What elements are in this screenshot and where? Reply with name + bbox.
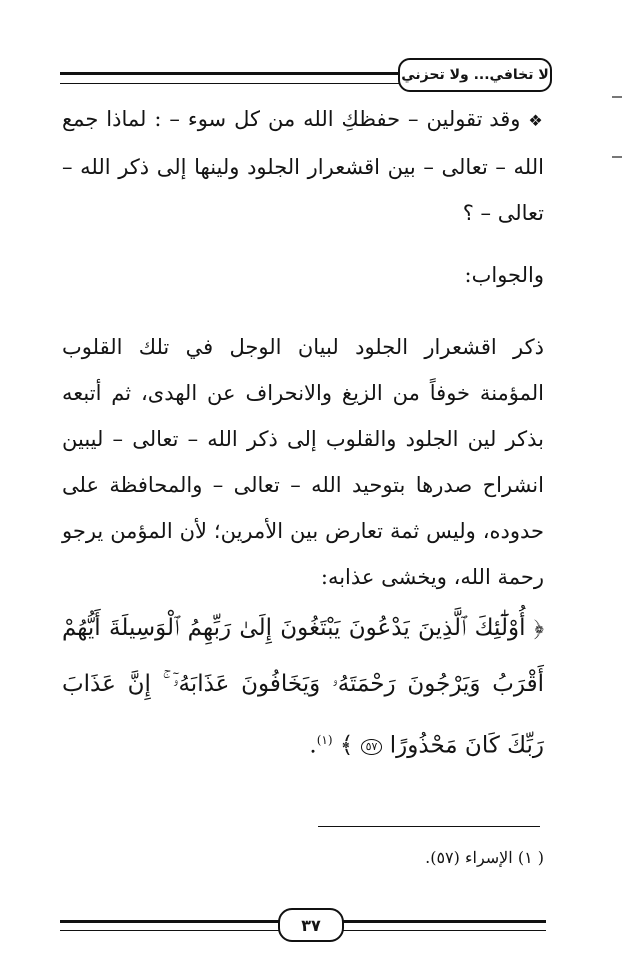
answer-paragraph: ذكر اقشعرار الجلود لبيان الوجل في تلك القلوب المؤمنة خوفاً من الزيغ والانحراف عن الهدى، ثم أتبعه بذكر لين الجلود والقلوب إلى ذكر الله – تعالى – ليبين انشراح صدرها بتوحيد الله – تعالى – والمحافظة على حدوده، وليس ثمة تعارض بين الأمرين؛ لأن المؤمن يرجو رحمة الله، ويخشى عذابه: xyxy=(62,335,544,589)
verse-end: . xyxy=(309,732,317,759)
question-paragraph xyxy=(62,96,544,236)
ayah-number-icon: ٥٧ xyxy=(361,739,383,755)
footer-rule-left xyxy=(60,920,280,931)
diamond-bullet-icon: ❖ xyxy=(528,111,544,130)
footer-rule-right xyxy=(340,920,546,931)
quran-verse xyxy=(62,600,544,774)
footnote-rule xyxy=(318,826,540,827)
verse-close-bracket: ﴾ xyxy=(339,732,354,759)
header-rule xyxy=(60,72,400,84)
verse-text: أُوْلَٰٓئِكَ ٱلَّذِينَ يَدْعُونَ يَبْتَغُونَ إِلَىٰ رَبِّهِمُ ٱلْوَسِيلَةَ أَيُّهُمْ أَقْرَبُ وَيَرْجُونَ رَحْمَتَهُۥ وَيَخَافُونَ عَذَابَهُۥٓ ۚ إِنَّ عَذَابَ رَبِّكَ كَانَ مَحْذُورًا xyxy=(62,615,544,759)
edge-mark-bottom xyxy=(612,156,622,158)
footnote-reference: (١) xyxy=(316,733,333,747)
page-number: ٣٧ xyxy=(278,908,344,942)
running-title: لا تخافي... ولا تحزني xyxy=(398,58,552,92)
edge-mark-top xyxy=(612,96,622,98)
verse-open-bracket: ﴿ xyxy=(533,615,544,641)
footnote: ( ١) الإسراء (٥٧). xyxy=(425,848,544,867)
question-text: وقد تقولين – حفظكِ الله من كل سوء – : لماذا جمع الله – تعالى – بين اقشعرار الجلود ولينها إلى ذكر الله – تعالى – ؟ xyxy=(62,107,544,225)
main-text xyxy=(62,96,544,774)
answer-label: والجواب: xyxy=(464,263,544,287)
